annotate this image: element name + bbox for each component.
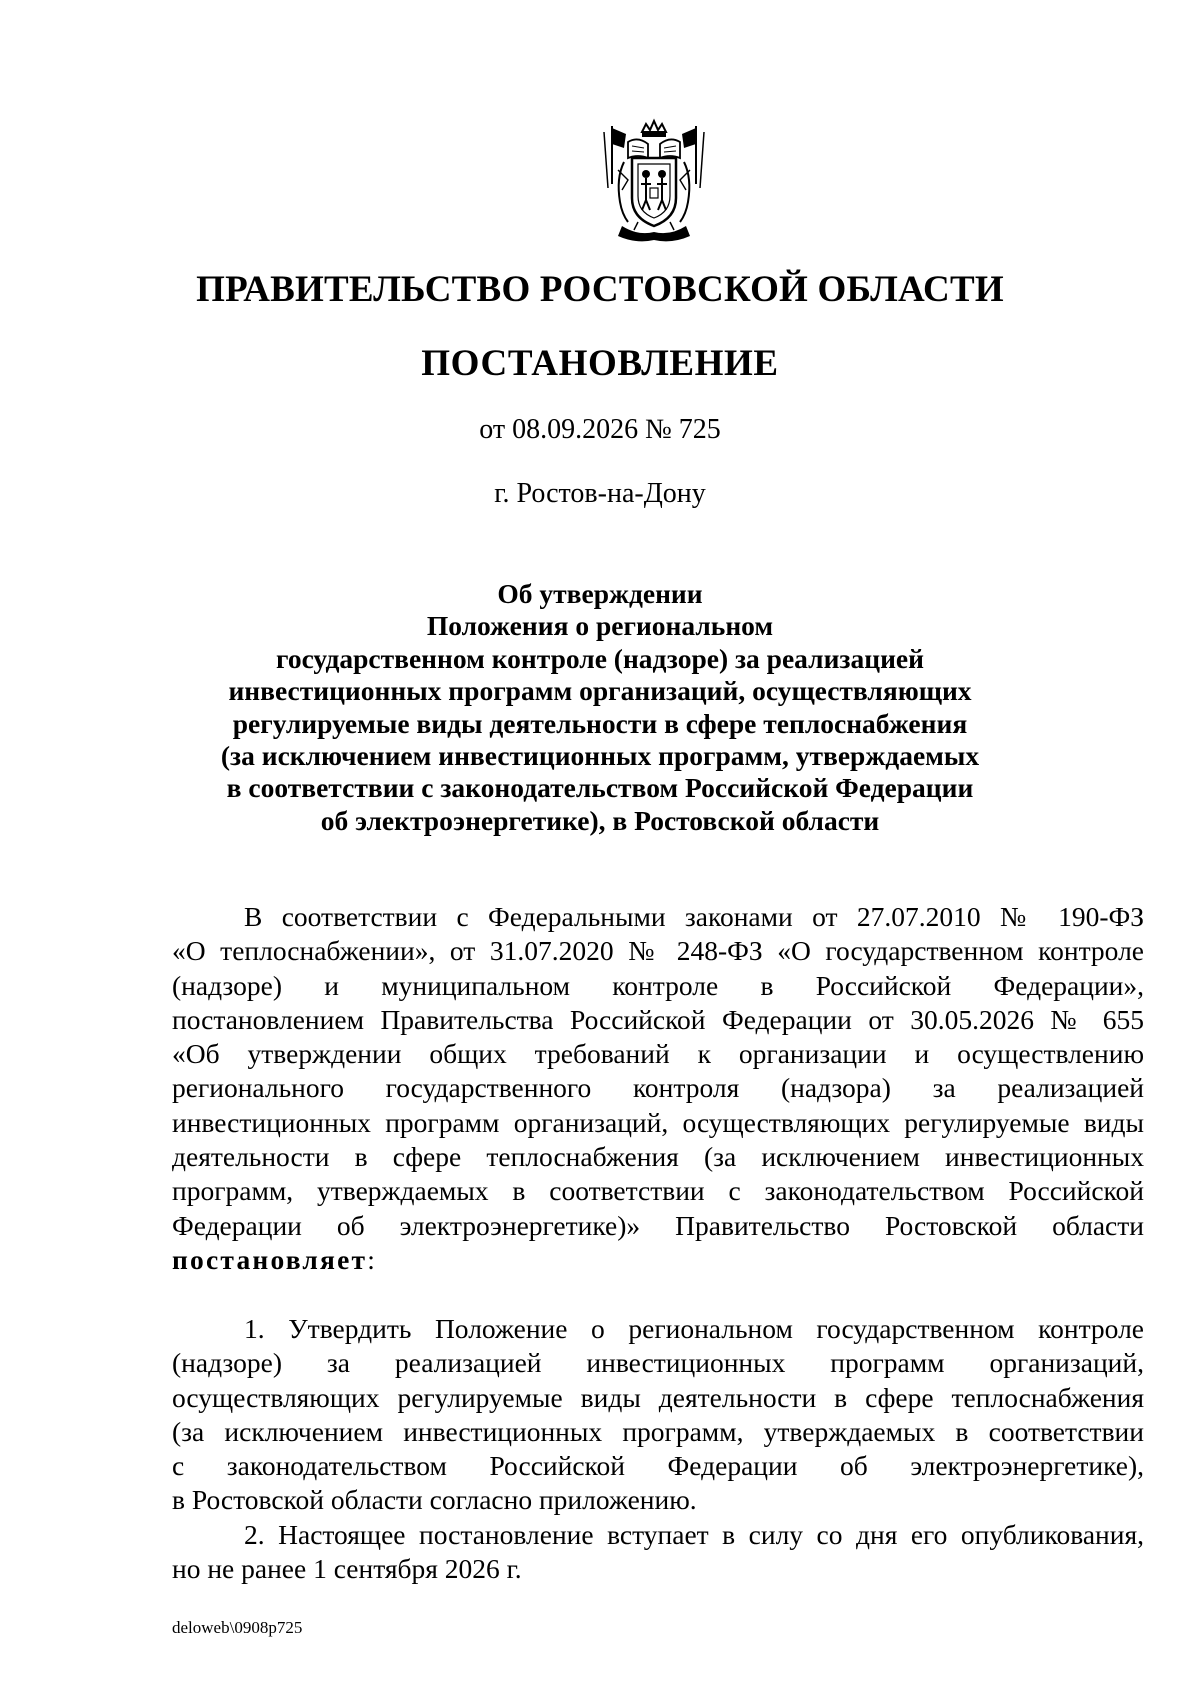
preamble-line: В соответствии с Федеральными законами от 27.07.2010 № 190-ФЗ (244, 901, 1144, 932)
subject-line: инвестиционных программ организаций, осуществляющих (228, 675, 972, 707)
preamble-line: постановлением Правительства Российской Федерации от 30.05.2026 № 655 (172, 1003, 1144, 1035)
decree-word: постановляет (172, 1243, 368, 1275)
subject-line: регулируемые виды деятельности в сфере теплоснабжения (232, 707, 968, 739)
decree-colon: : (367, 1243, 375, 1275)
preamble-line: программ, утверждаемых в соответствии с законодательством Российской (172, 1175, 1144, 1207)
footer-document-code: deloweb\0908p725 (172, 1618, 303, 1637)
item-1-paragraph (172, 1312, 1144, 1518)
item-1-line: с законодательством Российской Федерации об электроэнергетике), (172, 1450, 1144, 1482)
item-1-line: (за исключением инвестиционных программ, утверждаемых в соответствии (172, 1415, 1144, 1447)
preamble-line: (надзоре) и муниципальном контроле в Российской Федерации», (172, 969, 1144, 1001)
item-2-paragraph (172, 1518, 1144, 1587)
document-place: г. Ростов-на-Дону (494, 478, 706, 509)
item-1-line: 1. Утвердить Положение о региональном государственном контроле (244, 1313, 1144, 1344)
organization-title: ПРАВИТЕЛЬСТВО РОСТОВСКОЙ ОБЛАСТИ (196, 269, 1004, 310)
document-subject (160, 578, 1040, 837)
preamble-line: «О теплоснабжении», от 31.07.2020 № 248-ФЗ «О государственном контроле (172, 935, 1144, 967)
item-2-line: но не ранее 1 сентября 2026 г. (172, 1553, 522, 1585)
item-1-line: осуществляющих регулируемые виды деятельности в сфере теплоснабжения (172, 1381, 1144, 1413)
preamble-line: регионального государственного контроля (надзора) за реализацией (172, 1072, 1144, 1104)
preamble-line: «Об утверждении общих требований к организации и осуществлению (172, 1038, 1144, 1070)
subject-line: Об утверждении (497, 578, 703, 609)
preamble-line: инвестиционных программ организаций, осуществляющих регулируемые виды (172, 1106, 1144, 1138)
subject-line: Положения о региональном (426, 610, 774, 642)
document-type-title: ПОСТАНОВЛЕНИЕ (421, 343, 779, 384)
subject-line: об электроэнергетике), в Ростовской области (320, 804, 880, 836)
preamble-line: Федерации об электроэнергетике)» Правительство Ростовской области (172, 1209, 1144, 1241)
subject-line: в соответствии с законодательством Российской Федерации (226, 772, 974, 804)
item-1-line: в Ростовской области согласно приложению. (172, 1484, 697, 1516)
item-2-line: 2. Настоящее постановление вступает в силу со дня его опубликования, (244, 1519, 1144, 1550)
preamble-line: деятельности в сфере теплоснабжения (за исключением инвестиционных (172, 1141, 1144, 1173)
preamble-paragraph (172, 900, 1144, 1277)
decree-line (172, 1243, 1144, 1277)
subject-line: (за исключением инвестиционных программ, утверждаемых (220, 740, 980, 772)
document-date-number: от 08.09.2026 № 725 (479, 414, 721, 445)
item-1-line: (надзоре) за реализацией инвестиционных программ организаций, (172, 1347, 1144, 1379)
subject-line: государственном контроле (надзоре) за реализацией (276, 642, 924, 674)
coat-of-arms-emblem (598, 118, 710, 246)
